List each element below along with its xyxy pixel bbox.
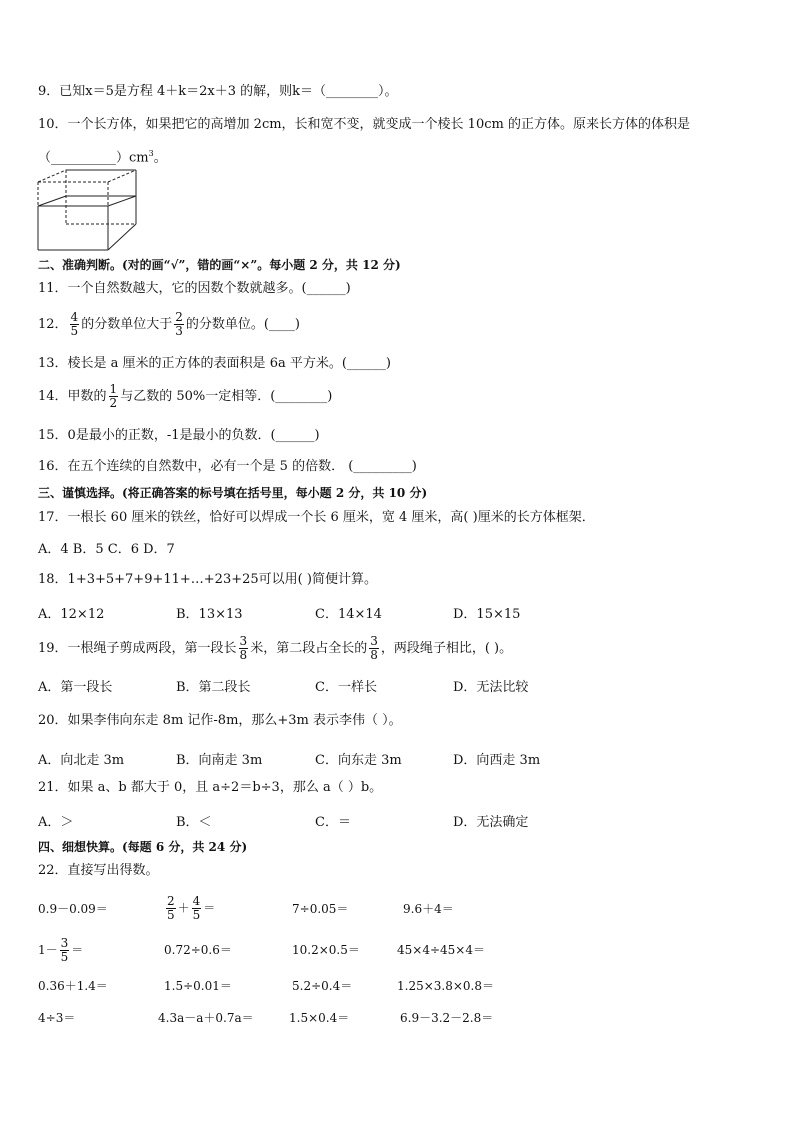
calc-r4-c1: 4÷3＝ [38, 1011, 76, 1025]
q12-f2-numerator: 2 [175, 310, 183, 324]
q18-option-c: C．14×14 [315, 607, 382, 622]
q18-option-b: B．13×13 [176, 607, 243, 622]
calc-r1-frac-b-den: 5 [192, 908, 201, 922]
calc-r2-frac-den: 5 [60, 950, 69, 964]
q12-prefix: 12． [38, 317, 68, 332]
q20-option-a: A．向北走 3m [38, 753, 125, 768]
question-10-line2 [38, 145, 167, 167]
q12-f1-denominator: 5 [70, 324, 79, 338]
q21-option-c: C．＝ [315, 815, 351, 830]
calc-r1-c4: 9.6＋4＝ [403, 902, 454, 916]
q21-option-d: D．无法确定 [453, 815, 529, 830]
q10-answer-blank: （__________）cm [38, 150, 149, 166]
calc-r3-c3: 5.2÷0.4＝ [292, 979, 353, 993]
q12-suffix: 的分数单位。(____) [185, 317, 300, 332]
question-17-options: A．4 B．5 C．6 D．7 [38, 542, 175, 557]
calc-r2-c2: 0.72÷0.6＝ [164, 943, 232, 957]
q19-f1-numerator: 3 [239, 634, 248, 648]
section-3-heading: 三、谨慎选择。(将正确答案的标号填在括号里，每小题 2 分，共 10 分) [38, 486, 428, 500]
q19-fraction-1 [239, 635, 249, 662]
question-11: 11．一个自然数越大，它的因数个数就越多。(______) [38, 281, 351, 296]
calc-r3-c1: 0.36＋1.4＝ [38, 979, 108, 993]
q19-f1-denominator: 8 [239, 648, 248, 662]
q19-option-b: B．第二段长 [176, 680, 251, 695]
calc-r2-c3: 10.2×0.5＝ [292, 943, 360, 957]
calc-r1-frac-a-num: 2 [167, 894, 175, 908]
calc-r1-c2 [164, 888, 215, 928]
question-15: 15．0是最小的正数，-1是最小的负数．(______) [38, 428, 320, 443]
calc-r1-frac-b-num: 4 [192, 894, 201, 908]
q12-f1-numerator: 4 [70, 310, 79, 324]
calc-r1-frac-a [166, 895, 176, 922]
calc-r1-plus: ＋ [177, 901, 190, 915]
q19-f2-numerator: 3 [370, 634, 378, 648]
question-17: 17．一根长 60 厘米的铁丝，恰好可以焊成一个长 6 厘米，宽 4 厘米，高( )厘米的长方体框架． [38, 510, 595, 525]
calc-r1-c1: 0.9－0.09＝ [38, 902, 108, 916]
q19-suffix: ，两段绳子相比，( )。 [380, 641, 513, 656]
q21-option-b: B．＜ [176, 815, 212, 830]
q20-option-b: B．向南走 3m [176, 753, 263, 768]
calc-r1-frac-b [192, 895, 202, 922]
q14-prefix: 14．甲数的 [38, 389, 107, 404]
section-2-heading: 二、准确判断。(对的画“√”，错的画“×”。每小题 2 分，共 12 分) [38, 258, 401, 272]
calc-r1-frac-a-den: 5 [167, 908, 175, 922]
question-21: 21．如果 a、b 都大于 0，且 a÷2＝b÷3，那么 a（ ）b。 [38, 780, 383, 795]
q20-option-c: C．向东走 3m [315, 753, 402, 768]
calc-r4-c3: 1.5×0.4＝ [289, 1011, 350, 1025]
calc-r4-c4: 6.9－3.2－2.8＝ [400, 1011, 494, 1025]
question-9: 9．已知x＝5是方程 4＋k＝2x＋3 的解，则k＝（________）。 [38, 84, 398, 99]
calc-r2-frac-num: 3 [60, 936, 69, 950]
q19-option-c: C．一样长 [315, 680, 377, 695]
calc-r2-eq: ＝ [71, 943, 84, 957]
question-18: 18．1+3+5+7+9+11+…+23+25可以用( )简便计算。 [38, 572, 377, 587]
question-10-line1: 10．一个长方体，如果把它的高增加 2cm，长和宽不变，就变成一个棱长 10cm 的正方体。原来长方体的体积是 [38, 117, 690, 132]
q14-fraction [109, 383, 119, 410]
calc-r3-c2: 1.5÷0.01＝ [164, 979, 232, 993]
question-22: 22．直接写出得数。 [38, 863, 159, 878]
section-4-heading: 四、细想快算。(每题 6 分，共 24 分) [38, 840, 248, 854]
calc-r3-c4: 1.25×3.8×0.8＝ [397, 979, 494, 993]
q19-option-a: A．第一段长 [38, 680, 113, 695]
q19-option-d: D．无法比较 [453, 680, 529, 695]
question-13: 13．棱长是 a 厘米的正方体的表面积是 6a 平方米。(______) [38, 356, 391, 371]
q12-mid: 的分数单位大于 [81, 317, 173, 332]
question-20: 20．如果李伟向东走 8m 记作-8m，那么+3m 表示李伟（ ）。 [38, 713, 402, 728]
q10-period: 。 [153, 150, 167, 166]
question-16: 16．在五个连续的自然数中，必有一个是 5 的倍数． (_________) [38, 459, 417, 474]
q19-prefix: 19．一根绳子剪成两段，第一段长 [38, 641, 237, 656]
q19-fraction-2 [369, 635, 379, 662]
q18-option-d: D．15×15 [453, 607, 521, 622]
q21-option-a: A．＞ [38, 815, 74, 830]
q19-mid: 米，第二段占全长的 [250, 641, 368, 656]
q14-numerator: 1 [109, 382, 118, 396]
q19-f2-denominator: 8 [370, 648, 378, 662]
q12-fraction-1 [70, 311, 80, 338]
question-14 [38, 380, 332, 414]
calc-r4-c2: 4.3a－a＋0.7a＝ [158, 1011, 254, 1025]
calc-r1-c3: 7÷0.05＝ [292, 902, 349, 916]
calc-r2-c4: 45×4÷45×4＝ [397, 943, 485, 957]
q14-suffix: 与乙数的 50%一定相等．(________) [120, 389, 333, 404]
q12-f2-denominator: 3 [175, 324, 183, 338]
calc-r2-c1 [38, 930, 83, 970]
q10-superscript: 3 [148, 149, 154, 158]
cuboid-figure [36, 168, 140, 254]
calc-r2-prefix: 1－ [38, 943, 58, 957]
q18-option-a: A．12×12 [38, 607, 105, 622]
question-12 [38, 308, 300, 342]
question-19 [38, 632, 512, 666]
q20-option-d: D．向西走 3m [453, 753, 541, 768]
calc-r2-fraction [60, 937, 70, 964]
calc-r1-eq: ＝ [203, 901, 216, 915]
q14-denominator: 2 [109, 396, 118, 410]
q12-fraction-2 [174, 311, 184, 338]
